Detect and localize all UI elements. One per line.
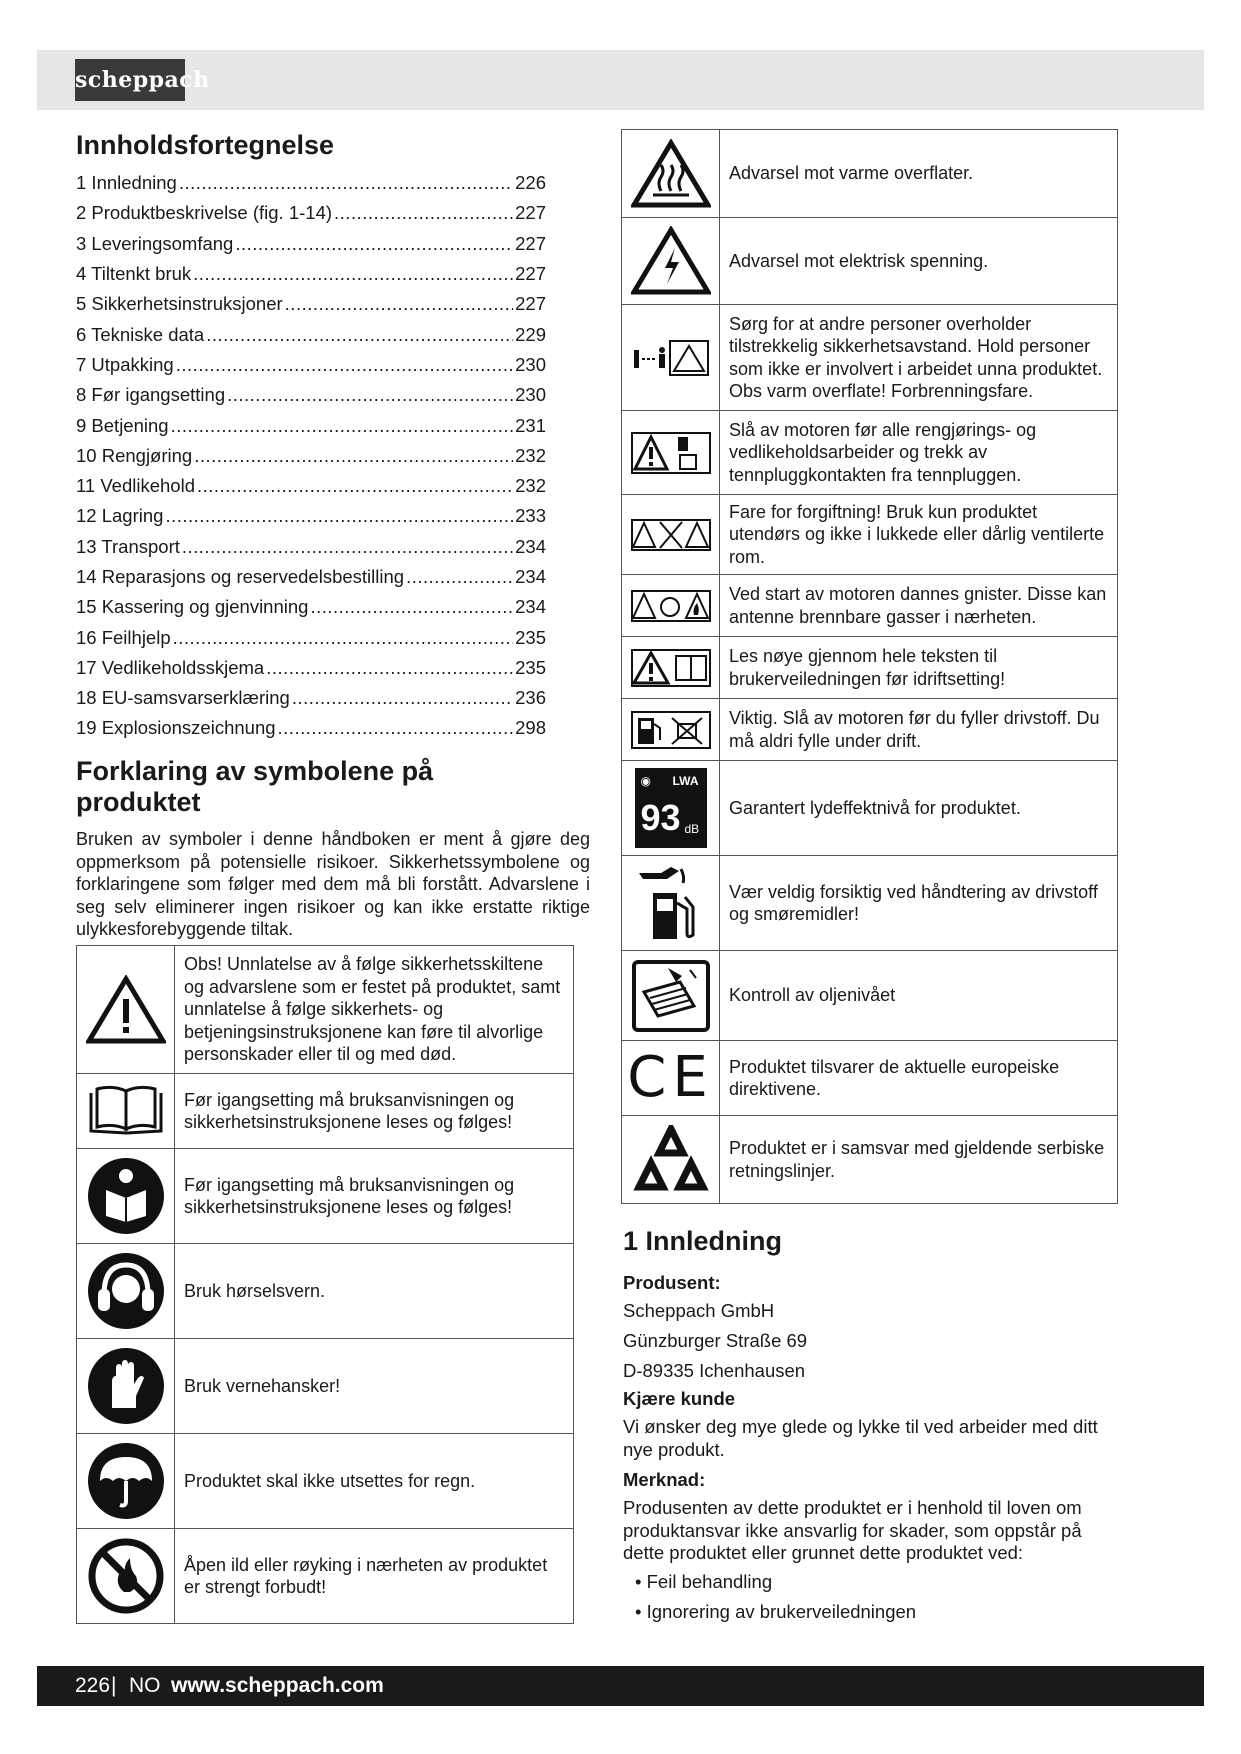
symbol-description: Før igangsetting må bruksanvisningen og sikkerhetsinstruksjonene leses og følges! (175, 1074, 574, 1149)
symbol-description: Kontroll av oljenivået (720, 951, 1118, 1041)
address-line: Günzburger Straße 69 (623, 1330, 808, 1351)
page-number: 226 (75, 1674, 111, 1697)
sound-power-icon: ◉ LWA 93 dB (622, 761, 720, 856)
toc-item[interactable]: 1 Innledning ..... 226 (76, 168, 546, 198)
list-item: • Ignorering av brukerveiledningen (635, 1600, 917, 1622)
toc-item[interactable]: 9 Betjening ..... 231 (76, 410, 546, 440)
symbol-description: Les nøye gjennom hele teksten til brukerveiledningen før idriftsetting! (720, 637, 1118, 699)
serbian-mark-icon (622, 1116, 720, 1204)
manufacturer-label: Produsent: (623, 1272, 721, 1293)
toc-title: Innholdsfortegnelse (76, 130, 335, 160)
table-row (622, 951, 1118, 1041)
toc-item[interactable]: 15 Kassering og gjenvinning ..... 234 (76, 592, 546, 622)
symbol-description: Åpen ild eller røyking i nærheten av produktet er strengt forbudt! (175, 1529, 574, 1624)
address-line: D-89335 Ichenhausen (623, 1360, 806, 1381)
language-code: NO (129, 1674, 161, 1697)
no-open-flame-icon (77, 1529, 175, 1624)
page-footer (37, 1666, 1204, 1706)
oil-level-icon (622, 951, 720, 1041)
table-row (622, 411, 1118, 495)
symbol-description: Slå av motoren før alle rengjørings- og vedlikeholdsarbeider og trekk av tennpluggkontakten fra tennpluggen. (720, 411, 1118, 495)
symbol-description: Produktet er i samsvar med gjeldende serbiske retningslinjer. (720, 1116, 1118, 1204)
read-manual-icon (77, 1149, 175, 1244)
table-row (622, 218, 1118, 305)
symbol-description: Ved start av motoren dannes gnister. Disse kan antenne brennbare gasser i nærheten. (720, 575, 1118, 637)
toc-item[interactable]: 8 Før igangsetting ..... 230 (76, 380, 546, 410)
toc-item[interactable]: 4 Tiltenkt bruk ..... 227 (76, 259, 546, 289)
customer-label: Kjære kunde (623, 1388, 736, 1409)
symbols-intro: Bruken av symboler i denne håndboken er ment å gjøre deg oppmerksom på potensielle risikoer. Sikkerhetssymbolene og forklaringene som følger med dem må bli forstått. Advarslene i seg selv eliminerer ingen risikoer og kan ikke erstatte riktige ulykkesforebyggende tiltak. (76, 829, 590, 939)
symbols-title: Forklaring av symbolene på produktet (76, 756, 434, 817)
toc-item[interactable]: 11 Vedlikehold ..... 232 (76, 471, 546, 501)
symbol-description: Garantert lydeffektnivå for produktet. (720, 761, 1118, 856)
symbol-description: Advarsel mot varme overflater. (720, 130, 1118, 218)
right-symbol-table (621, 129, 1118, 1204)
scheppach-logo: scheppach (75, 59, 185, 101)
table-row (622, 1116, 1118, 1204)
symbol-description: Bruk vernehansker! (175, 1339, 574, 1434)
safety-distance-icon (622, 305, 720, 411)
table-row (622, 575, 1118, 637)
customer-text: Vi ønsker deg mye glede og lykke til ved arbeider med ditt nye produkt. (623, 1416, 1098, 1460)
table-row (622, 761, 1118, 856)
table-row (622, 1041, 1118, 1116)
table-of-contents (76, 168, 546, 744)
toc-item[interactable]: 17 Vedlikeholdsskjema ..... 235 (76, 653, 546, 683)
gloves-icon (77, 1339, 175, 1434)
symbol-description: Produktet tilsvarer de aktuelle europeiske direktivene. (720, 1041, 1118, 1116)
ear-protection-icon (77, 1244, 175, 1339)
symbol-description: Sørg for at andre personer overholder tilstrekkelig sikkerhetsavstand. Hold personer som ikke er involvert i arbeidet unna produktet. Obs varm overflate! Forbrenningsfare. (720, 305, 1118, 411)
warning-triangle-icon (77, 946, 175, 1074)
footer-separator: | (111, 1674, 117, 1697)
symbol-description: Fare for forgiftning! Bruk kun produktet utendørs og ikke i lukkede eller dårlig ventilerte rom. (720, 495, 1118, 575)
toc-item[interactable]: 6 Tekniske data ..... 229 (76, 319, 546, 349)
website-link[interactable]: www.scheppach.com (171, 1674, 384, 1697)
table-row (77, 1074, 574, 1149)
left-symbol-table (76, 945, 574, 1624)
table-row (77, 946, 574, 1074)
table-row (622, 856, 1118, 951)
table-row (77, 1434, 574, 1529)
symbol-description: Produktet skal ikke utsettes for regn. (175, 1434, 574, 1529)
hot-surface-icon (622, 130, 720, 218)
intro-section (623, 1270, 1123, 1627)
table-row (77, 1529, 574, 1624)
toc-item[interactable]: 16 Feilhjelp ..... 235 (76, 622, 546, 652)
table-row (622, 130, 1118, 218)
toc-item[interactable]: 13 Transport ..... 234 (76, 532, 546, 562)
toc-item[interactable]: 7 Utpakking ..... 230 (76, 350, 546, 380)
symbol-description: Advarsel mot elektrisk spenning. (720, 218, 1118, 305)
note-label: Merknad: (623, 1469, 706, 1490)
toc-item[interactable]: 18 EU-samsvarserklæring ..... 236 (76, 683, 546, 713)
toc-item[interactable]: 2 Produktbeskrivelse (fig. 1-14) ..... 227 (76, 198, 546, 228)
toc-item[interactable]: 19 Explosionszeichnung ..... 298 (76, 713, 546, 743)
symbol-description: Før igangsetting må bruksanvisningen og sikkerhetsinstruksjonene leses og følges! (175, 1149, 574, 1244)
toc-item[interactable]: 10 Rengjøring ..... 232 (76, 441, 546, 471)
toc-item[interactable]: 3 Leveringsomfang ..... 227 (76, 229, 546, 259)
list-item: • Feil behandling (635, 1570, 773, 1592)
umbrella-icon (77, 1434, 175, 1529)
table-row (77, 1339, 574, 1434)
read-text-icon (622, 637, 720, 699)
symbol-description: Obs! Unnlatelse av å følge sikkerhetsskiltene og advarslene som er festet på produktet, samt unnlatelse å følge sikkerhets- og betjeningsinstruksjonene kan føre til alvorlige personskader eller til og med død. (175, 946, 574, 1074)
electric-voltage-icon (622, 218, 720, 305)
spark-plug-icon (622, 411, 720, 495)
sparks-icon (622, 575, 720, 637)
toc-item[interactable]: 14 Reparasjons og reservedelsbestilling ..... 234 (76, 562, 546, 592)
table-row (622, 699, 1118, 761)
fuel-oil-icon (622, 856, 720, 951)
symbol-description: Bruk hørselsvern. (175, 1244, 574, 1339)
page-header (37, 50, 1204, 110)
note-text: Produsenten av dette produktet er i henhold til loven om produktansvar ikke ansvarlig for skader, som oppstår på dette produktet eller grunnet dette produktet ved: (623, 1497, 1082, 1563)
toc-item[interactable]: 12 Lagring ..... 233 (76, 501, 546, 531)
symbol-description: Vær veldig forsiktig ved håndtering av drivstoff og smøremidler! (720, 856, 1118, 951)
open-book-icon (77, 1074, 175, 1149)
poisoning-icon (622, 495, 720, 575)
intro-title: 1 Innledning (623, 1226, 782, 1256)
table-row (77, 1244, 574, 1339)
ce-mark-icon: CE (622, 1041, 720, 1116)
table-row (622, 495, 1118, 575)
table-row (622, 637, 1118, 699)
refuel-icon (622, 699, 720, 761)
table-row (77, 1149, 574, 1244)
toc-item[interactable]: 5 Sikkerhetsinstruksjoner ..... 227 (76, 289, 546, 319)
symbol-description: Viktig. Slå av motoren før du fyller drivstoff. Du må aldri fylle under drift. (720, 699, 1118, 761)
address-line: Scheppach GmbH (623, 1300, 775, 1321)
table-row (622, 305, 1118, 411)
